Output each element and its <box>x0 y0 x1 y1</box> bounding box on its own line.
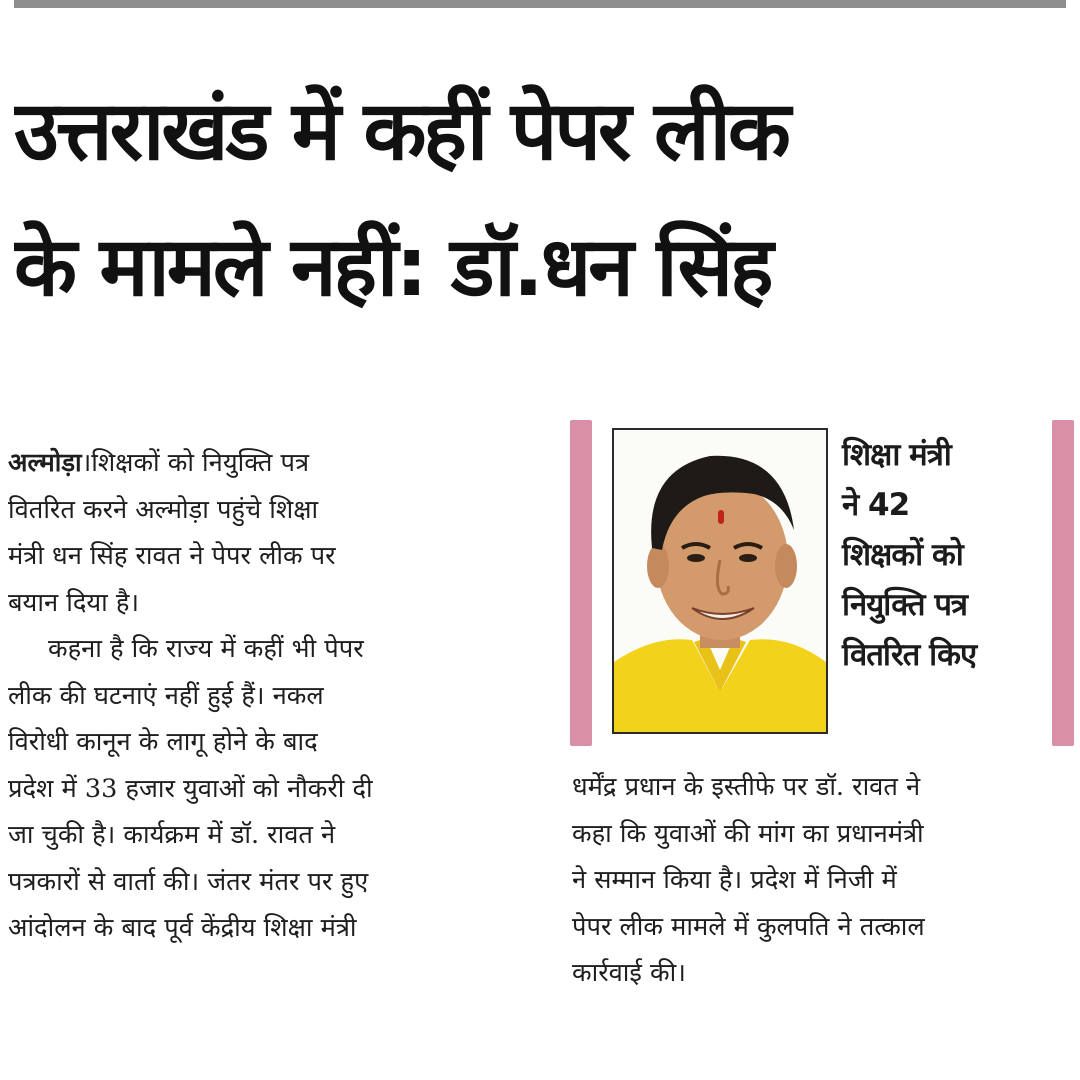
article-line: प्रदेश में 33 हजार युवाओं को नौकरी दी <box>8 773 373 804</box>
article-line: ने सम्मान किया है। प्रदेश में निजी में <box>572 865 897 895</box>
headline-line-1: उत्तराखंड में कहीं पेपर लीक <box>14 84 788 179</box>
article-line-text: ।शिक्षकों को नियुक्ति पत्र <box>81 448 310 478</box>
article-left-column <box>8 440 518 952</box>
article-line: कहा कि युवाओं की मांग का प्रधानमंत्री <box>572 818 924 849</box>
article-line: कार्रवाई की। <box>572 958 686 988</box>
pullquote-line: ने 42 <box>842 487 910 523</box>
pullquote-accent-bar-left <box>570 420 592 746</box>
article-line: मंत्री धन सिंह रावत ने पेपर लीक पर <box>8 541 336 571</box>
headline-line-2: के मामले नहीं: डॉ.धन सिंह <box>14 220 771 315</box>
article-line: धर्मेंद्र प्रधान के इस्तीफे पर डॉ. रावत ने <box>572 772 921 802</box>
pullquote-accent-bar-right <box>1052 420 1074 746</box>
pullquote-line: नियुक्ति पत्र <box>842 587 968 623</box>
headline <box>14 64 1070 336</box>
top-rule <box>14 0 1066 8</box>
article-line: पेपर लीक मामले में कुलपति ने तत्काल <box>572 911 925 942</box>
pullquote <box>842 430 1047 680</box>
article-right-column <box>572 764 1077 997</box>
pullquote-line: शिक्षा मंत्री <box>842 437 951 473</box>
article-line: कहना है कि राज्य में कहीं भी पेपर <box>48 634 364 664</box>
pullquote-line: शिक्षकों को <box>842 537 963 573</box>
article-line: लीक की घटनाएं नहीं हुई हैं। नकल <box>8 680 324 711</box>
minister-photo <box>612 428 828 734</box>
article-line: जा चुकी है। कार्यक्रम में डॉ. रावत ने <box>8 820 336 850</box>
article-line: पत्रकारों से वार्ता की। जंतर मंतर पर हुए <box>8 866 369 897</box>
article-line <box>8 440 518 487</box>
article-line: वितरित करने अल्मोड़ा पहुंचे शिक्षा <box>8 494 319 525</box>
article-line: आंदोलन के बाद पूर्व केंद्रीय शिक्षा मंत्री <box>8 913 357 943</box>
article-line: विरोधी कानून के लागू होने के बाद <box>8 727 318 757</box>
article-line: बयान दिया है। <box>8 587 140 618</box>
dateline: अल्मोड़ा <box>8 448 82 478</box>
pullquote-line: वितरित किए <box>842 637 977 673</box>
minister-portrait-image <box>614 430 826 732</box>
